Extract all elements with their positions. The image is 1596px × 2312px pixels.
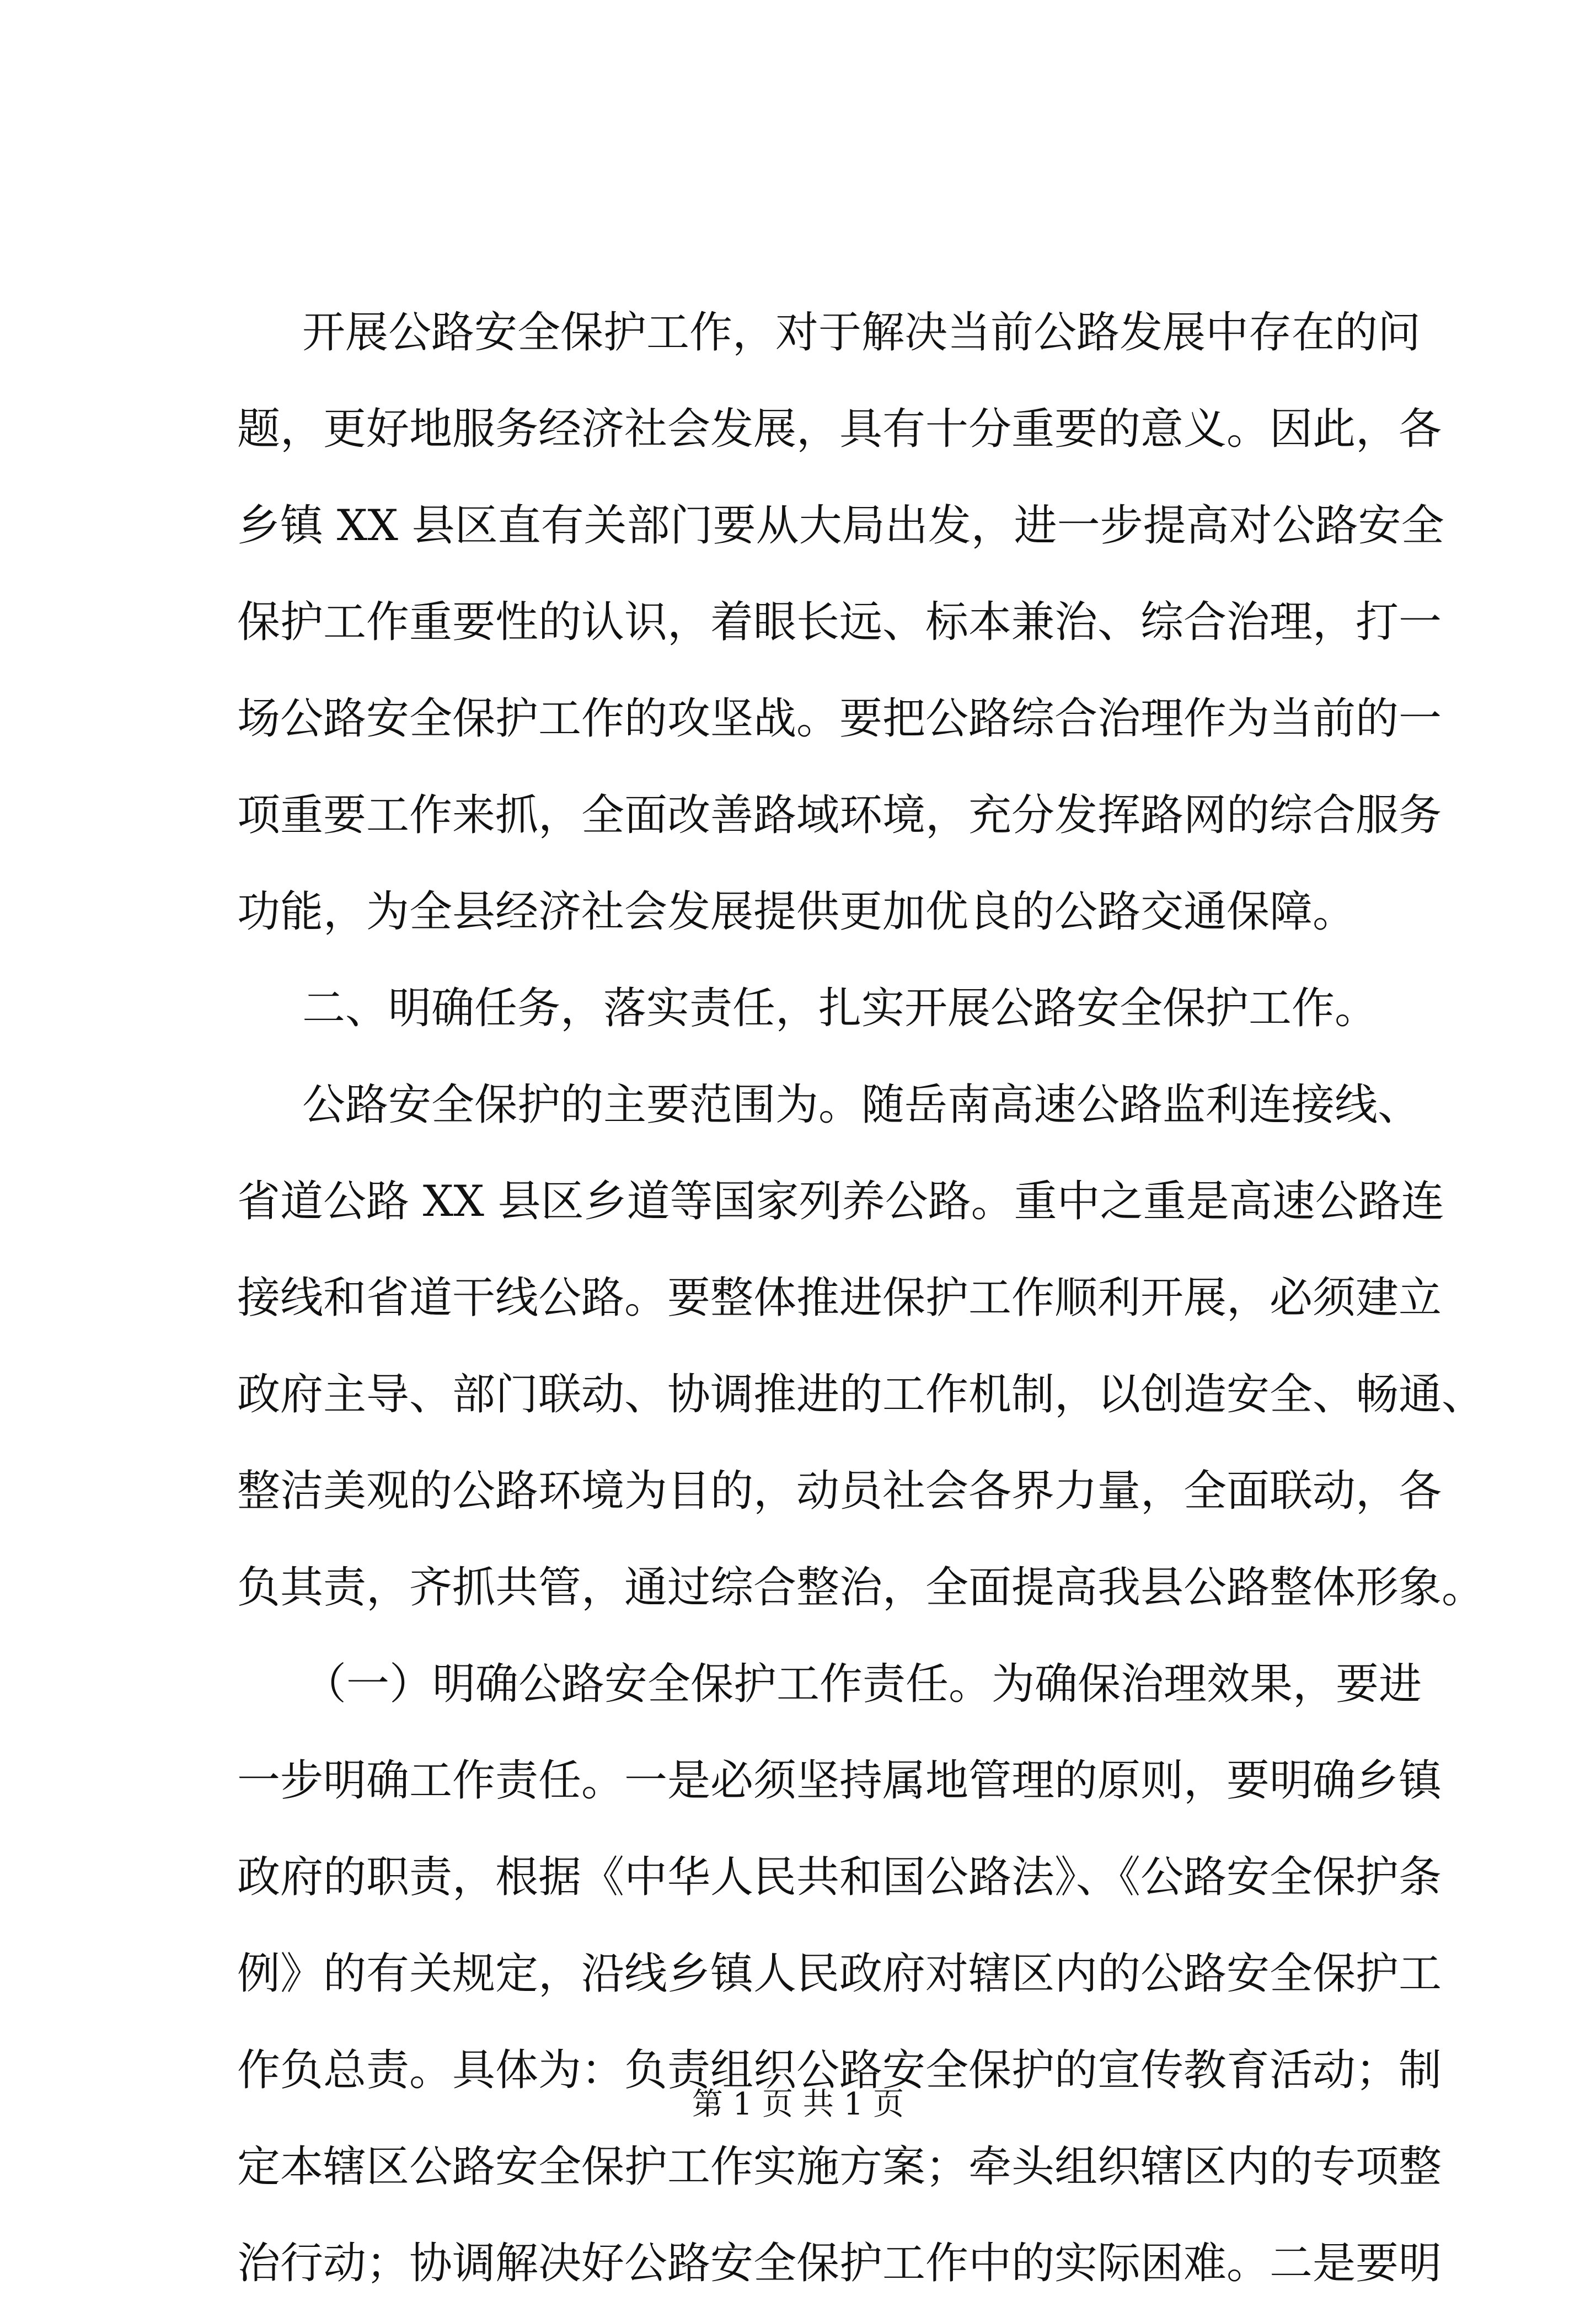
paragraph-line: 整洁美观的公路环境为目的，动员社会各界力量，全面联动，各 <box>237 1466 1442 1516</box>
paragraph-line: 公路安全保护的主要范围为。随岳南高速公路监利连接线、 <box>302 1080 1421 1130</box>
section-heading: 二、明确任务，落实责任，扎实开展公路安全保护工作。 <box>302 984 1378 1033</box>
subsection-line: （一）明确公路安全保护工作责任。为确保治理效果，要进 <box>303 1659 1422 1709</box>
paragraph-line: 省道公路 XX 县区乡道等国家列养公路。重中之重是高速公路连 <box>237 1177 1444 1226</box>
paragraph-line: 题，更好地服务经济社会发展，具有十分重要的意义。因此，各 <box>237 404 1442 454</box>
paragraph-line: 政府的职责，根据《中华人民共和国公路法》、《公路安全保护条 <box>237 1852 1442 1902</box>
paragraph-line: 例》的有关规定，沿线乡镇人民政府对辖区内的公路安全保护工 <box>237 1949 1442 1999</box>
document-body <box>237 285 1485 2312</box>
paragraph-line: 政府主导、部门联动、协调推进的工作机制，以创造安全、畅通、 <box>237 1370 1485 1419</box>
paragraph-line: 项重要工作来抓，全面改善路域环境，充分发挥路网的综合服务 <box>237 791 1442 840</box>
paragraph-line: 一步明确工作责任。一是必须坚持属地管理的原则，要明确乡镇 <box>237 1756 1442 1806</box>
page-number-label: 第 1 页 共 1 页 <box>692 2086 904 2122</box>
paragraph-line: 治行动；协调解决好公路安全保护工作中的实际困难。二是要明 <box>237 2239 1442 2288</box>
paragraph-line: 负其责，齐抓共管，通过综合整治，全面提高我县公路整体形象。 <box>237 1563 1485 1612</box>
paragraph-line: 功能，为全县经济社会发展提供更加优良的公路交通保障。 <box>237 887 1356 937</box>
paragraph-line: 定本辖区公路安全保护工作实施方案；牵头组织辖区内的专项整 <box>237 2142 1442 2192</box>
paragraph-line: 场公路安全保护工作的攻坚战。要把公路综合治理作为当前的一 <box>237 694 1442 744</box>
paragraph-line: 接线和省道干线公路。要整体推进保护工作顺利开展，必须建立 <box>237 1273 1442 1323</box>
page-footer <box>0 2080 1596 2124</box>
paragraph-line: 乡镇 XX 县区直有关部门要从大局出发，进一步提高对公路安全 <box>237 501 1444 551</box>
paragraph-line: 开展公路安全保护工作，对于解决当前公路发展中存在的问 <box>302 308 1421 357</box>
paragraph-line: 保护工作重要性的认识，着眼长远、标本兼治、综合治理，打一 <box>237 597 1442 647</box>
paragraph-line: 作负总责。具体为：负责组织公路安全保护的宣传教育活动；制 <box>237 2046 1442 2095</box>
